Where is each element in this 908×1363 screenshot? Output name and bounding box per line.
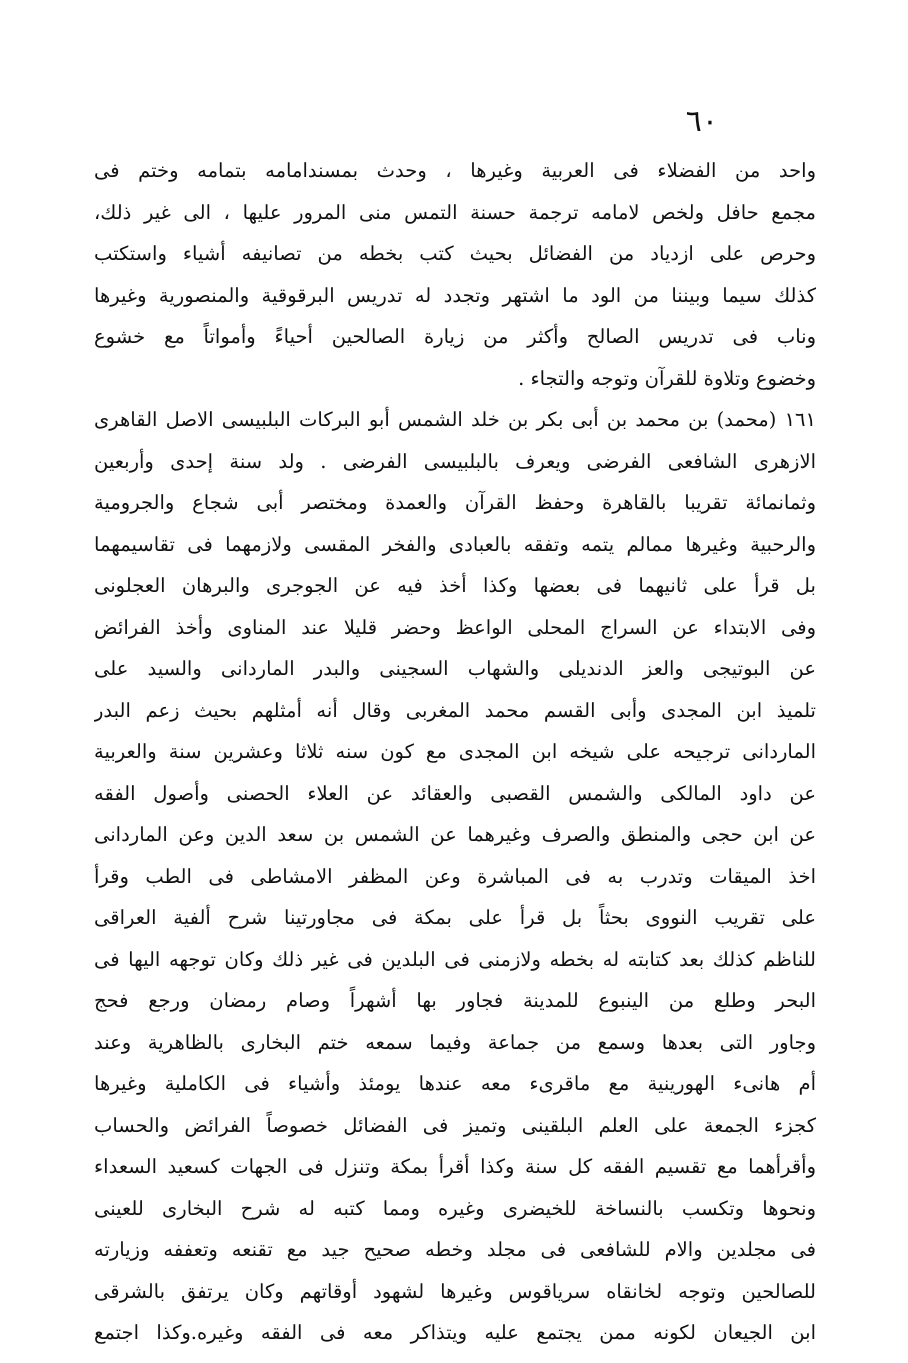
text-line: عن البوتيجى والعز الدنديلى والشهاب السجينى والبدر الماردانى والسيد على <box>94 657 816 680</box>
text-line: عن ابن حجى والمنطق والصرف وغيرهما عن الشمس بن سعد الدين وعن الماردانى <box>94 823 816 846</box>
text-line: وخضوع وتلاوة للقرآن وتوجه والتجاء . <box>518 366 816 390</box>
text-line: كجزء الجمعة على العلم البلقينى وتميز فى الفضائل خصوصاً الفرائض والحساب <box>94 1113 816 1137</box>
text-line: الماردانى ترجيحه على شيخه ابن المجدى مع كون سنه ثلاثا وعشرين سنة والعربية <box>94 740 816 763</box>
text-line: عن داود المالكى والشمس القصبى والعقائد عن العلاء الحصنى وأصول الفقه <box>94 781 816 805</box>
text-line: وناب فى تدريس الصالح وأكثر من زيارة الصالحين أحياءً وأمواتاً مع خشوع <box>94 325 816 348</box>
text-line: ابن الجيعان لكونه ممن يجتمع عليه ويتذاكر معه فى الفقه وغيره.وكذا اجتمع <box>94 1321 816 1344</box>
text-line: وحرص على ازدياد من الفضائل بحيث كتب بخطه من تصانيفه أشياء واستكتب <box>94 242 816 265</box>
text-line: بل قرأ على ثانيهما فى بعضها وكذا أخذ فيه عن الجوجرى والبرهان العجلونى <box>94 574 816 597</box>
text-line: وجاور التى بعدها وسمع من جماعة وفيما سمعه ختم البخارى بالظاهرية وعند <box>94 1030 816 1054</box>
text-line: واحد من الفضلاء فى العربية وغيرها ، وحدث بمسندامامه بتمامه وختم فى <box>94 159 816 182</box>
entry-start-line: ١٦١ (محمد) بن محمد بن أبى بكر بن خلد الشمس أبو البركات البلبيسى الاصل القاهرى <box>94 408 816 431</box>
text-line: كذلك سيما وبيننا من الود ما اشتهر وتجدد له تدريس البرقوقية والمنصورية وغيرها <box>94 283 816 307</box>
text-line: البحر وطلع من الينبوع للمدينة فجاور بها أشهراً وصام رمضان ورجع فحج <box>94 989 816 1012</box>
text-line: ونحوها وتكسب بالنساخة للخيضرى وغيره ومما كتبه له شرح البخارى للعينى <box>94 1196 816 1220</box>
text-line: وثمانمائة تقريبا بالقاهرة وحفظ القرآن والعمدة ومختصر أبى شجاع والجرومية <box>94 491 816 514</box>
text-line: للصالحين وتوجه لخانقاه سرياقوس وغيرها لشهود أوقاتهم وكان يرتفق بالشرقى <box>94 1279 816 1303</box>
text-line: وفى الابتداء عن السراج المحلى الواعظ وحضر قليلا عند المناوى وأخذ الفرائض <box>94 615 816 639</box>
text-line: للناظم كذلك بعد كتابته له بخطه ولازمنى فى البلدين فى غير ذلك وكان توجهه اليها فى <box>94 947 816 971</box>
text-line: فى مجلدين والام للشافعى فى مجلد وخطه صحيح جيد مع تقنعه وتعففه وزيارته <box>94 1238 816 1261</box>
text-line: مجمع حافل ولخص لامامه ترجمة حسنة التمس منى المرور عليها ، الى غير ذلك، <box>94 200 816 224</box>
text-line: اخذ الميقات وتدرب به فى المباشرة وعن المظفر الامشاطى فى الطب وقرأ <box>94 864 816 888</box>
text-line: الازهرى الشافعى الفرضى ويعرف بالبلبيسى الفرضى . ولد سنة إحدى وأربعين <box>94 449 816 473</box>
body-text <box>94 150 816 1354</box>
text-line: وأقرأهما مع تقسيم الفقه كل سنة وكذا أقرأ بمكة وتنزل فى الجهات كسعيد السعداء <box>94 1155 816 1178</box>
text-line: والرحبية وغيرها ممالم يتمه وتفقه بالعبادى والفخر المقسى ولازمهما فى تقاسيمهما <box>94 532 816 556</box>
text-line: على تقريب النووى بحثاً بل قرأ على بمكة فى مجاورتينا شرح ألفية العراقى <box>94 906 816 929</box>
text-line: أم هانىء الهورينية مع ماقرىء معه عندها يومئذ وأشياء فى الكاملية وغيرها <box>94 1072 816 1095</box>
page-number: ٦٠ <box>685 104 718 139</box>
text-line: تلميذ ابن المجدى وأبى القسم محمد المغربى وقال أنه أمثلهم بحيث زعم البدر <box>94 698 816 722</box>
